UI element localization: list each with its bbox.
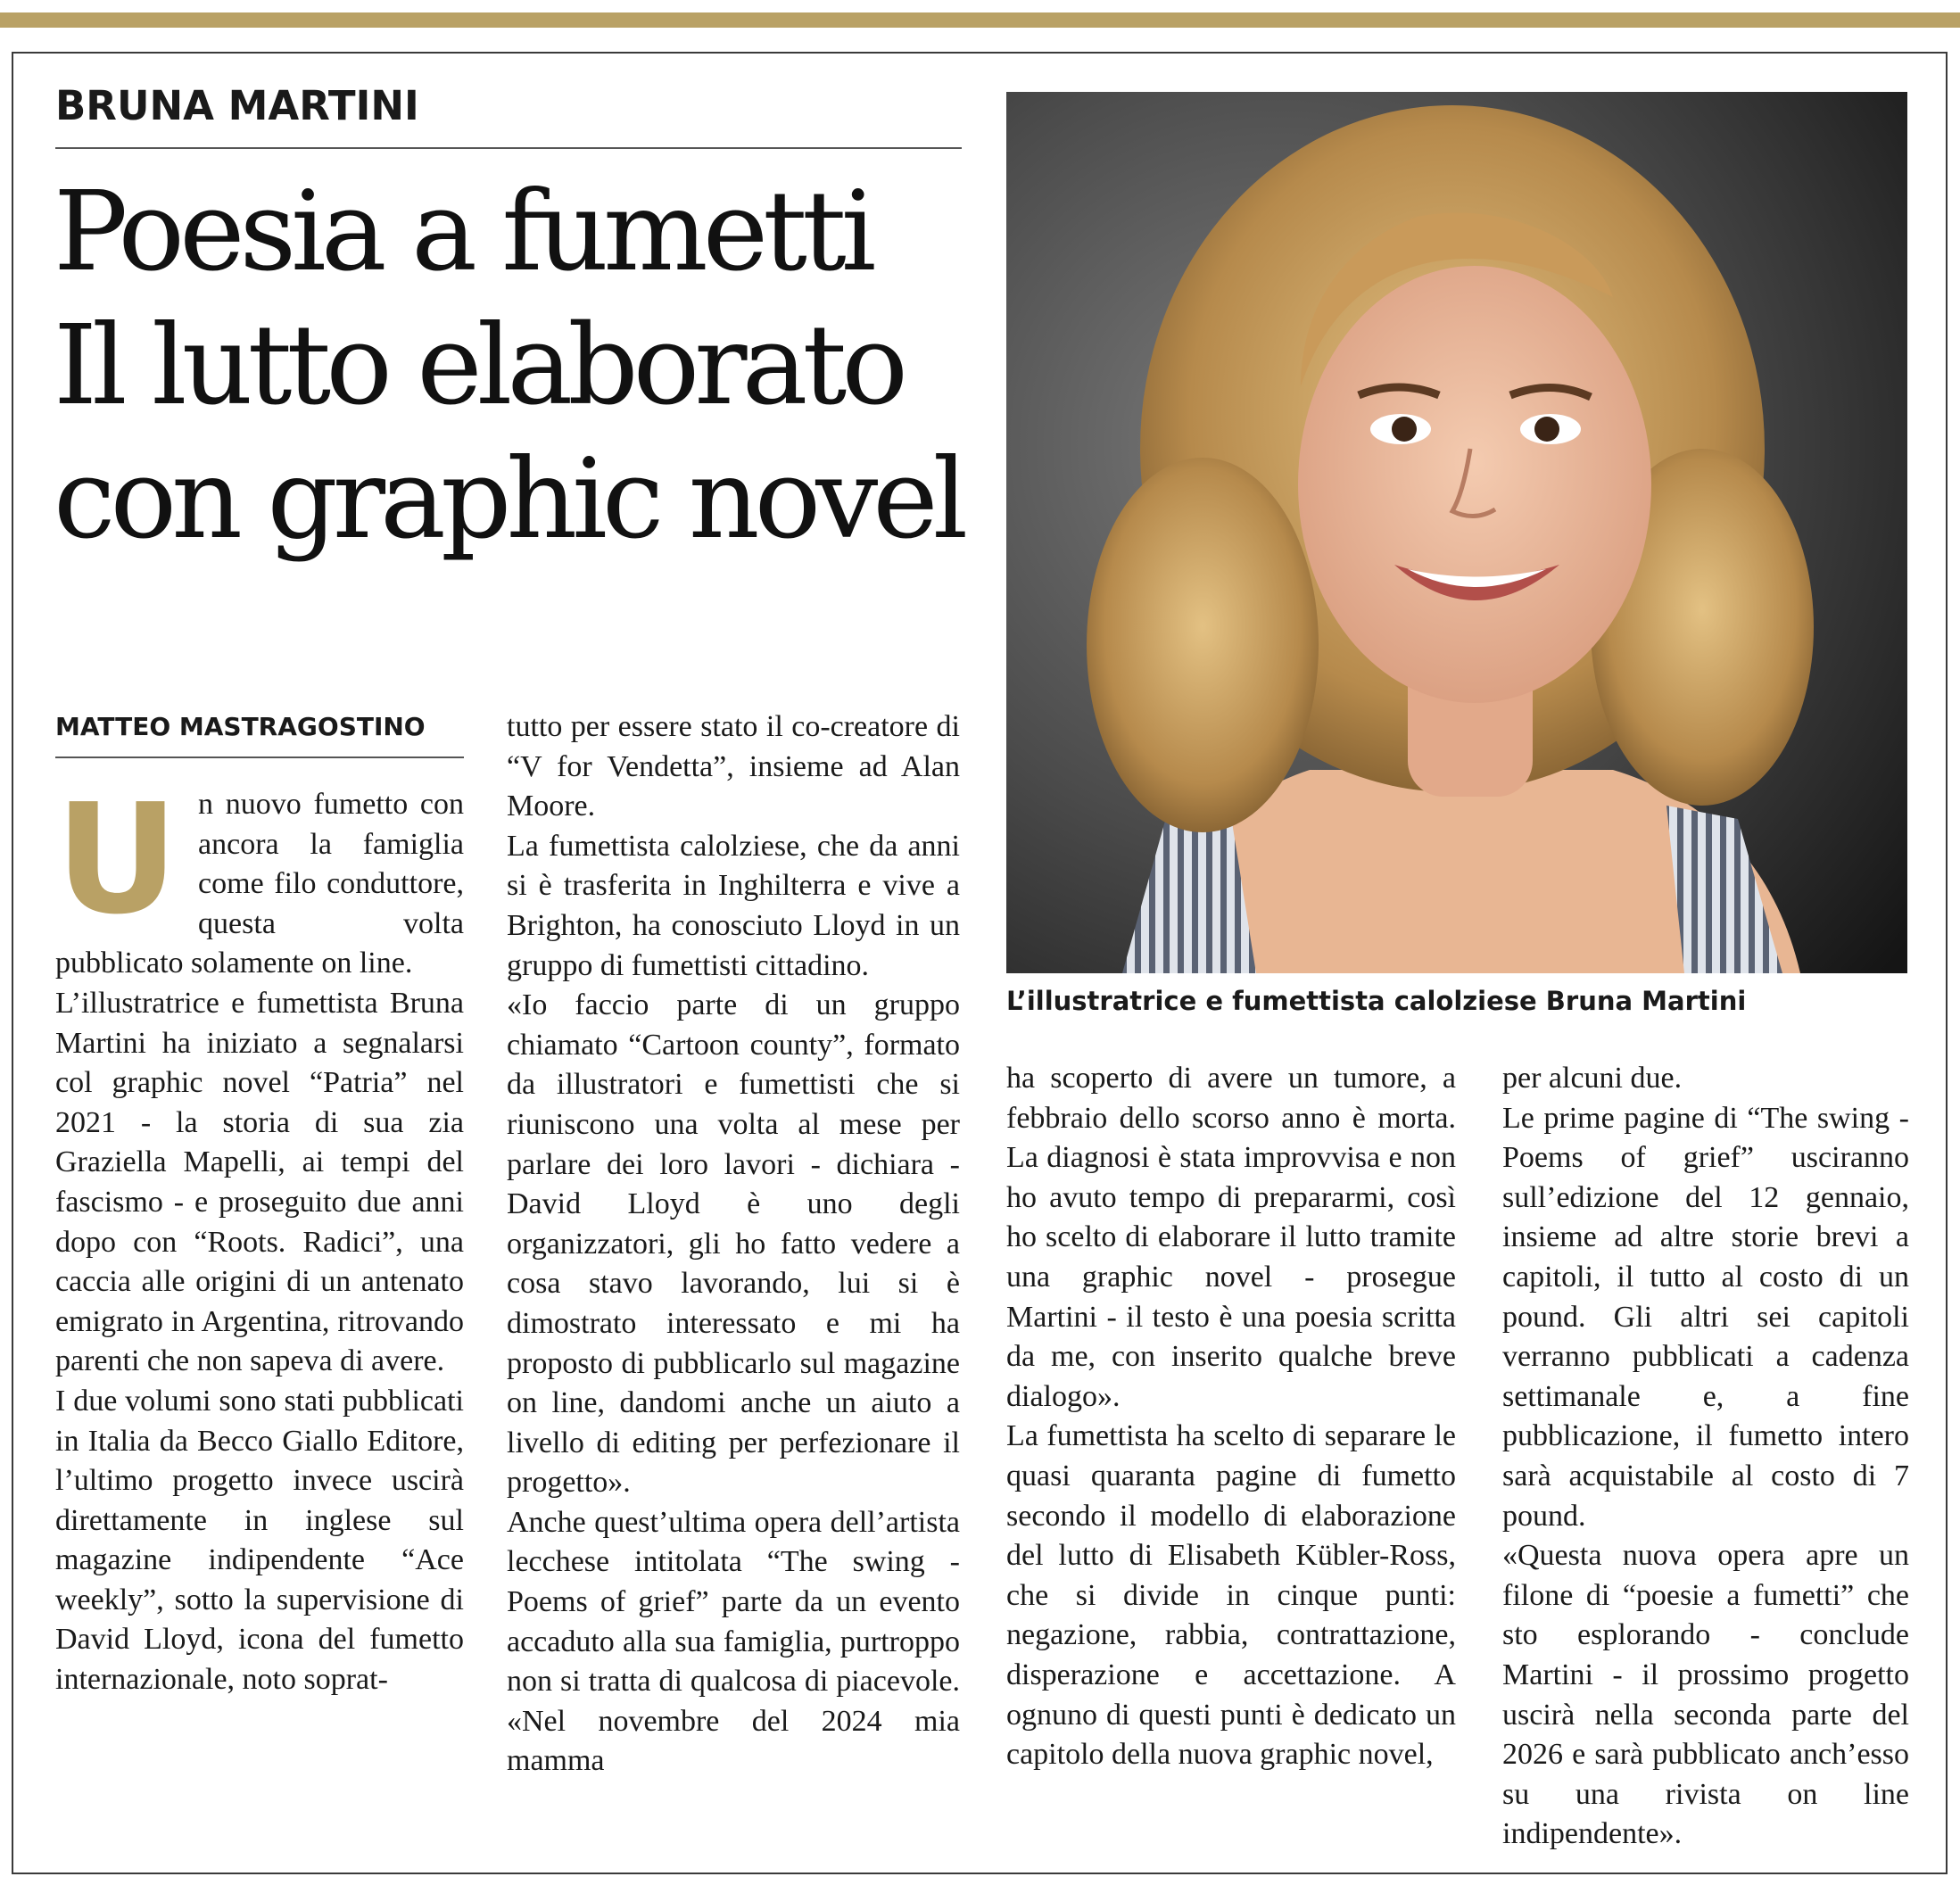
article-column-4 xyxy=(1502,1059,1909,1855)
byline-rule xyxy=(55,756,464,758)
headline-line-3: con graphic novel xyxy=(54,435,963,564)
paragraph: Le prime pagine di “The swing - Poems of grief” usciranno sull’edizione del 12 gennaio, insieme ad altre storie brevi a capitoli, il tutto al costo di un pound. Gli altri sei capitoli verranno pubblicati a cadenza settimanale e, a fine pubblicazione, il fumetto intero sarà acquistabile al costo di 7 pound. xyxy=(1502,1101,1909,1533)
paragraph: per alcuni due. xyxy=(1502,1062,1683,1095)
article-column-1 xyxy=(55,772,464,1700)
kicker-rule xyxy=(55,147,962,149)
drop-cap: U xyxy=(55,772,179,948)
paragraph: I due volumi sono stati pubblicati in Italia da Becco Giallo Editore, l’ultimo progetto invece uscirà direttamente in inglese sul magazine indipendente “Ace weekly”, sotto la supervisione di David Lloyd, icona del fumetto internazionale, noto soprat- xyxy=(55,1384,464,1697)
portrait-photo xyxy=(1006,92,1907,973)
headline xyxy=(54,165,1035,566)
paragraph: ha scoperto di avere un tumore, a febbraio dello scorso anno è morta. La diagnosi è stata improvvisa e non ho avuto tempo di prepararmi, così ho scelto di elaborare il lutto tramite una graphic novel - prosegue Martini - il testo è una poesia scritta da me, con inserito qualche breve dialogo». xyxy=(1006,1062,1456,1413)
kicker: BRUNA MARTINI xyxy=(55,82,419,129)
paragraph: Anche quest’ultima opera dell’artista lecchese intitolata “The swing - Poems of grief” parte da un evento accaduto alla sua famiglia, purtroppo non si tratta di qualcosa di piacevole. «Nel novembre del 2024 mia mamma xyxy=(507,1505,960,1778)
photo-caption: L’illustratrice e fumettista calolziese Bruna Martini xyxy=(1006,986,1747,1016)
top-accent-bar xyxy=(0,12,1960,28)
paragraph: La fumettista ha scelto di separare le quasi quaranta pagine di fumetto secondo il modello di elaborazione del lutto di Elisabeth Kübler-Ross, che si divide in cinque punti: negazione, rabbia, contrattazione, disperazione e accettazione. A ognuno di questi punti è dedicato un capitolo della nuova graphic novel, xyxy=(1006,1419,1456,1772)
paragraph: «Io faccio parte di un gruppo chiamato “Cartoon county”, formato da illustratori e fumettisti che si riuniscono una volta al mese per parlare dei loro lavori - dichiara - David Lloyd è uno degli organizzatori, gli ho fatto vedere a cosa stavo lavorando, lui si è dimostrato interessato e mi ha proposto di pubblicarlo sul magazine on line, dandomi anche un aiuto a livello di editing per perfezionare il progetto». xyxy=(507,988,960,1500)
byline: MATTEO MASTRAGOSTINO xyxy=(55,712,426,741)
paragraph: La fumettista calolziese, che da anni si è trasferita in Inghilterra e vive a Brighton, ha conosciuto Lloyd in un gruppo di fumettisti cittadino. xyxy=(507,829,960,982)
headline-line-2: Il lutto elaborato xyxy=(54,302,903,430)
headline-line-1: Poesia a fumetti xyxy=(54,168,872,296)
paragraph: tutto per essere stato il co-creatore di “V for Vendetta”, insieme ad Alan Moore. xyxy=(507,710,960,823)
paragraph: n nuovo fumetto con ancora la famiglia come filo conduttore, questa volta pubblicato solamente on line. xyxy=(55,788,464,980)
paragraph: «Questa nuova opera apre un filone di “poesie a fumetti” che sto esplorando - conclude Martini - il prossimo progetto uscirà nella seconda parte del 2026 e sarà pubblicato anch’esso su una rivista on line indipendente». xyxy=(1502,1539,1909,1851)
article-column-2 xyxy=(507,707,960,1782)
article-column-3 xyxy=(1006,1059,1456,1775)
paragraph: L’illustratrice e fumettista Bruna Martini ha iniziato a segnalarsi col graphic novel “Patria” nel 2021 - la storia di sua zia Graziella Mapelli, ai tempi del fascismo - e proseguito due anni dopo con “Roots. Radici”, una caccia alle origini di un antenato emigrato in Argentina, ritrovando parenti che non sapeva di avere. xyxy=(55,986,464,1378)
